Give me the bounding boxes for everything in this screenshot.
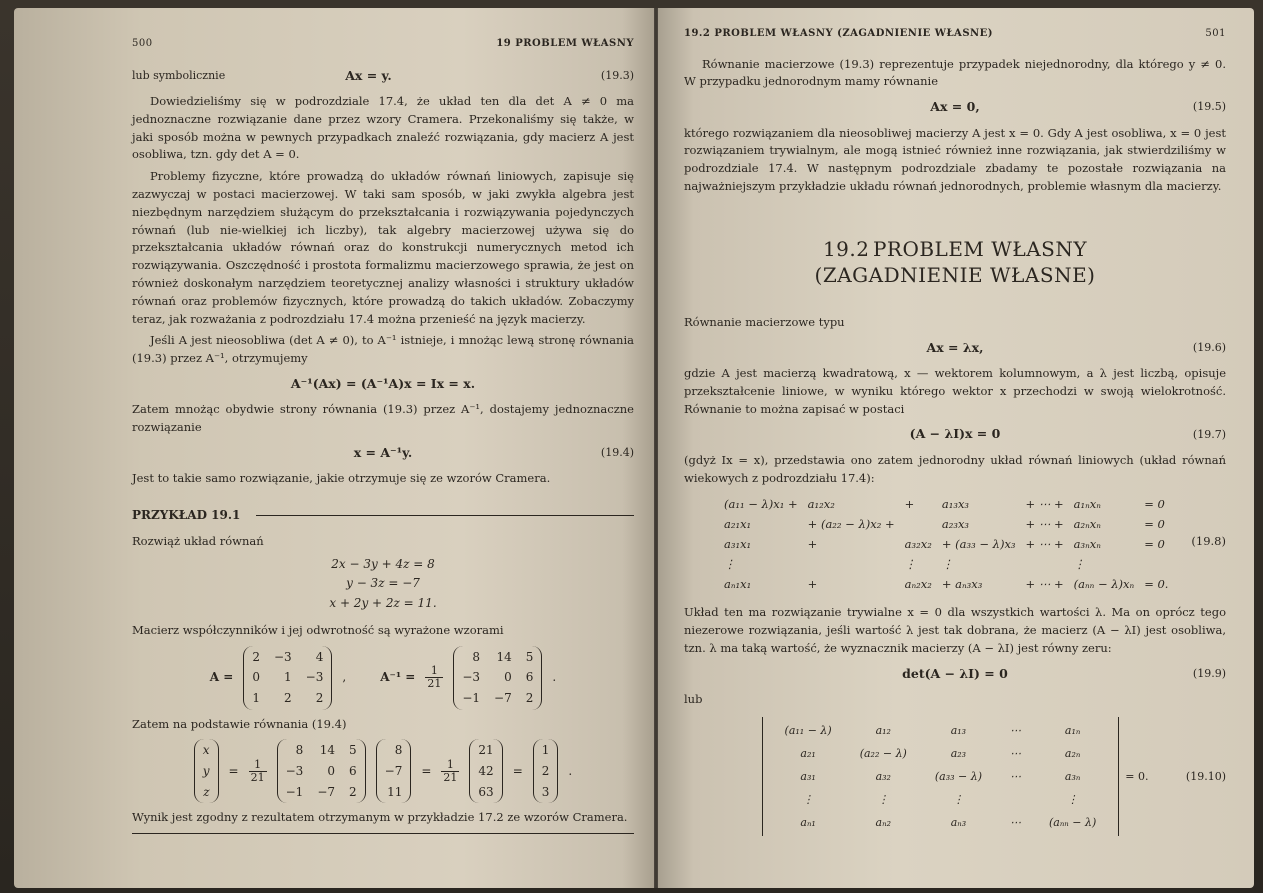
equation-19-4 [132, 443, 634, 462]
equation-19-6 [684, 338, 1226, 357]
vector-result [533, 739, 559, 803]
vector-result-cell: 3 [541, 784, 550, 799]
matrix-a-cell: 0 [252, 670, 260, 685]
vector-x-cell: x [202, 743, 210, 758]
matrix-ainv-cell: 6 [349, 764, 357, 779]
matrix-ainv-cell: 5 [525, 649, 534, 664]
equation-19-6-number: (19.6) [1192, 340, 1226, 354]
example-conclusion: Wynik jest zgodny z rezultatem otrzymanym w przykładzie 17.2 ze wzorów Cramera. [132, 810, 628, 825]
matrix-a-cell: −3 [273, 649, 292, 664]
system-19-8-row [724, 495, 1178, 515]
system-19-8-cell: a₂₁x₁ [724, 517, 752, 532]
vector-product [469, 739, 502, 803]
matrix-ainv-cell: −7 [317, 784, 336, 799]
matrix-ainv-cell: −1 [285, 784, 304, 799]
determinant-cell: aₙ₂ [875, 816, 891, 830]
equation-19-4-number: (19.4) [600, 446, 634, 460]
matrix-ainv-cell: 5 [349, 743, 357, 758]
solution-fraction-2 [441, 759, 459, 784]
system-19-8-cell: aₙ₁x₁ [724, 576, 752, 591]
system-19-8-cell: aₙ₂x₂ [904, 576, 932, 591]
matrix-ainv-cell: 6 [525, 670, 534, 685]
system-19-8-cell: + (a₃₃ − λ)x₃ [941, 537, 1016, 551]
vector-result-cell: 1 [541, 743, 550, 758]
determinant-cell: a₁₂ [875, 724, 891, 738]
system-19-8-cell: = 0 [1144, 517, 1165, 532]
system-19-8-cell: (aₙₙ − λ)xₙ [1073, 576, 1135, 591]
system-19-8-cell: ⋮ [724, 556, 736, 571]
fraction-denominator: 21 [250, 770, 265, 784]
matrix-a-cell: 4 [315, 649, 324, 664]
system-19-8-cell: a₃₁x₁ [724, 537, 752, 551]
solution-fraction-1 [249, 759, 267, 784]
example-title: PRZYKŁAD 19.1 [132, 508, 241, 523]
equation-19-3-number: (19.3) [600, 68, 634, 82]
determinant-row [771, 765, 1111, 788]
determinant-cell: a₃₁ [800, 770, 816, 784]
fraction-numerator: 1 [254, 757, 262, 771]
matrix-ainv-cell: 8 [295, 743, 304, 758]
basis-text: Zatem na podstawie równania (19.4) [132, 716, 347, 731]
determinant-rhs: = 0. [1125, 770, 1149, 784]
system-19-8-cell: + ⋯ + [1025, 537, 1064, 551]
right-running-head: 19.2 PROBLEM WŁASNY (ZAGADNIENIE WŁASNE) [684, 28, 994, 39]
equation-19-5-body: Ax = 0, [930, 99, 980, 115]
equation-19-3 [132, 66, 634, 85]
matrices-intro: Macierz współczynników i jej odwrotność są wyrażone wzorami [132, 623, 504, 638]
equation-19-8-number: (19.8) [1191, 534, 1226, 549]
matrix-a-cell: 1 [284, 670, 292, 685]
right-paragraph-1: Równanie macierzowe (19.3) reprezentuje przypadek niejednorodny, dla którego y ≠ 0. W przypadku jednorodnym mamy równanie [684, 56, 1226, 89]
matrix-ainv-cell: 0 [327, 764, 336, 779]
system-19-8-cell: = 0. [1144, 576, 1169, 591]
vector-result-cell: 2 [541, 764, 550, 779]
equation-inverse-body: A⁻¹(Ax) = (A⁻¹A)x = Ix = x. [290, 376, 476, 392]
system-19-8-cell: = 0 [1144, 537, 1165, 551]
determinant-row [771, 811, 1111, 834]
system-19-8-row [724, 515, 1178, 535]
system-eq-3: x + 2y + 2z = 11. [329, 596, 437, 611]
determinant-cell: (aₙₙ − λ) [1049, 816, 1097, 830]
left-page-number: 500 [132, 38, 153, 49]
equation-19-8 [724, 495, 1226, 594]
equation-19-7-body: (A − λI)x = 0 [909, 426, 1001, 442]
equation-19-8-system [724, 495, 1178, 594]
left-page-header [132, 36, 634, 52]
determinant-cell: ⋮ [877, 793, 889, 807]
right-page [658, 8, 1254, 888]
determinant-cell: a₁ₙ [1064, 724, 1081, 738]
fraction-numerator: 1 [430, 664, 438, 678]
system-19-8-row [724, 575, 1178, 595]
system-19-8-cell: + (a₂₂ − λ)x₂ + [807, 517, 895, 532]
vector-product-cell: 42 [478, 764, 494, 779]
section-title-line-1: PROBLEM WŁASNY [872, 236, 1088, 261]
equation-19-7 [684, 424, 1226, 443]
determinant-cell: ⋮ [952, 793, 964, 807]
determinant-cell: ⋯ [1010, 747, 1021, 761]
determinant-cell [996, 788, 1035, 811]
determinant-cell: aₙ₃ [950, 816, 967, 830]
vector-product-cell: 21 [478, 743, 494, 758]
determinant-cell: ⋯ [1010, 816, 1021, 830]
right-paragraph-4: gdzie A jest macierzą kwadratową, x — wektorem kolumnowym, a λ jest liczbą, opisuje przekształcenie liniowe, w wyniku którego wektor x przechodzi w swoją wielokrotność. Równanie to można zapisać w postaci [684, 365, 1226, 416]
vector-x-cell: z [203, 784, 210, 799]
matrix-ainv-cell: 2 [525, 691, 534, 706]
solution-row: x y z = $\frac{1}{21}$ 8 14 5 −3 0 6 −1 −7 2 8 −7 11 = $\frac{1}{21}$ 21 42 63 = 1 2 3 . [132, 739, 634, 803]
determinant-cell: (a₁₁ − λ) [784, 724, 832, 738]
system-19-8-cell: a₂ₙxₙ [1073, 517, 1101, 532]
system-19-8-cell: = 0 [1144, 497, 1165, 512]
example-rule [256, 515, 634, 516]
paragraph-1: Dowiedzieliśmy się w podrozdziale 17.4, że układ ten dla det A ≠ 0 ma jednoznaczne rozwiązanie dane przez wzory Cramera. Przekonaliśmy się także, w jaki sposób można w pewnych przypadkach znaleźć rozwiązania, gdy macierz A jest osobliwa, tzn. gdy det A = 0. [132, 93, 634, 162]
system-19-8-cell: + aₙ₃x₃ [941, 576, 983, 591]
vector-x-cell: y [202, 764, 210, 779]
determinant-row [771, 788, 1111, 811]
paragraph-2: Problemy fizyczne, które prowadzą do układów równań liniowych, zapisuje się zazwyczaj w postaci macierzowej. W taki sam sposób, w jaki zwykła algebra jest niezbędnym narzędziem służącym do przekształcania i rozwiązywania pojedynczych równań (lub nie-wielkiej ich liczby), tak algebry macierzowej używa się do przekształcania układów równań oraz do konstrukcji numerycznych metod ich rozwiązywania. Oszczędność i prostota formalizmu macierzowego sprawia, że jest on również doskonałym narzędziem teoretycznej analizy własności i struktury układów równań oraz problemów fizycznych, które prowadzą do takich układów. Zobaczymy teraz, jak rozważania z podrozdziału 17.4 można przenieść na język macierzy. [132, 169, 634, 326]
example-heading [132, 506, 634, 525]
vector-y-cell: 8 [394, 743, 403, 758]
matrix-a-cell: 2 [315, 691, 324, 706]
left-running-head: 19 PROBLEM WŁASNY [496, 38, 634, 49]
matrix-ainv-cell: −3 [285, 764, 304, 779]
matrix-a-cell: −3 [305, 670, 324, 685]
intro-label: lub symbolicznie [132, 68, 226, 82]
matrices-row: A = 2 −3 4 0 1 −3 1 2 2 , A⁻¹ = $\frac{1}{21}$ 8 14 5 −3 0 6 −1 −7 2 . [132, 646, 634, 710]
paragraph-4: Zatem mnożąc obydwie strony równania (19.3) przez A⁻¹, dostajemy jednoznaczne rozwiązanie [132, 402, 634, 435]
determinant-cell: (a₃₃ − λ) [934, 770, 982, 784]
equation-19-4-body: x = A⁻¹y. [353, 445, 413, 461]
equation-19-5-number: (19.5) [1192, 100, 1226, 114]
matrix-ainv-fraction [425, 665, 443, 690]
determinant-cell: ⋮ [1067, 793, 1079, 807]
solution-matrix-ainv [277, 739, 366, 803]
equation-19-9-number: (19.9) [1192, 667, 1226, 681]
matrix-ainv [453, 646, 542, 710]
system-19-8-cell: + ⋯ + [1025, 576, 1064, 591]
system-19-8-row [724, 555, 1178, 575]
matrix-ainv-cell: 14 [496, 649, 512, 664]
matrix-ainv-cell: 14 [319, 743, 336, 758]
system-19-8-cell [1026, 555, 1074, 575]
example-end-rule [132, 833, 634, 834]
vector-y-cell: 11 [387, 784, 403, 799]
system-19-8-cell: ⋮ [941, 556, 954, 571]
determinant-cell: aₙ₁ [800, 816, 816, 830]
vector-y-cell: −7 [384, 764, 403, 779]
system-19-8-row [724, 535, 1178, 555]
right-page-header [684, 26, 1226, 42]
determinant-cell: ⋯ [1010, 724, 1021, 738]
equation-19-5 [684, 97, 1226, 116]
left-page [14, 8, 654, 888]
right-paragraph-2: którego rozwiązaniem dla nieosobliwej macierzy A jest x = 0. Gdy A jest osobliwa, x = 0 jest rozwiązaniem trywialnym, ale mogą istnieć również inne rozwiązania, jak stwierdziliśmy w podrozdziale 17.4. W następnym podrozdziale zbadamy te pozostałe rozwiązania na najważniejszym przykładzie układu równań jednorodnych, problemie własnym dla macierzy. [684, 125, 1226, 193]
determinant-row [771, 719, 1111, 742]
vector-x [194, 739, 219, 803]
paragraph-5: Jest to takie samo rozwiązanie, jakie otrzymuje się ze wzorów Cramera. [132, 471, 551, 486]
matrix-ainv-cell: 8 [472, 649, 481, 664]
matrix-a-cell: 2 [284, 691, 292, 706]
system-19-8-cell: a₂₃x₃ [941, 517, 970, 532]
system-19-8-cell: + ⋯ + [1025, 517, 1064, 532]
matrix-ainv-cell: −1 [462, 691, 481, 706]
example-task: Rozwiąż układ równań [132, 533, 264, 548]
right-paragraph-6: Układ ten ma rozwiązanie trywialne x = 0 dla wszystkich wartości λ. Ma on oprócz tego niezerowe rozwiązania, jeśli wartość λ jest tak dobrana, że macierz (A − λI) jest osobliwa, tzn. λ ma taką wartość, że wyznacznik macierzy (A − λI) jest równy zeru: [684, 605, 1226, 656]
determinant-cell: (a₂₂ − λ) [859, 747, 907, 761]
vector-product-cell: 63 [478, 784, 494, 799]
system-19-8-cell: a₁₂x₂ [807, 497, 835, 512]
determinant-cell: ⋮ [802, 793, 814, 807]
system-19-8-cell: + [807, 537, 818, 551]
equation-19-7-number: (19.7) [1192, 427, 1226, 441]
matrix-ainv-cell: 0 [504, 670, 512, 685]
right-page-number: 501 [1205, 28, 1226, 39]
system-19-8-cell: ⋮ [1073, 556, 1086, 571]
section-heading [684, 236, 1226, 288]
determinant-cell: a₃₂ [875, 770, 891, 784]
vector-y [376, 739, 412, 803]
equation-19-9-body: det(A − λI) = 0 [902, 665, 1008, 681]
system-19-8-cell [1144, 555, 1178, 575]
fraction-denominator: 21 [427, 677, 442, 691]
fraction-denominator: 21 [443, 770, 458, 784]
determinant-cell: a₃ₙ [1064, 770, 1081, 784]
determinant-cell: ⋯ [1010, 770, 1021, 784]
matrix-a [243, 646, 332, 710]
system-19-8-cell: a₃ₙxₙ [1073, 537, 1101, 551]
section-title-line-2: (ZAGADNIENIE WŁASNE) [814, 262, 1096, 287]
equation-19-10 [684, 717, 1226, 836]
matrix-a-cell: 1 [252, 691, 260, 706]
determinant-cell: a₂₃ [950, 747, 967, 761]
matrix-ainv-cell: 2 [349, 784, 357, 799]
system-19-8-cell: a₁₃x₃ [941, 497, 970, 512]
system-19-8-cell: + [807, 576, 818, 591]
system-19-8-cell [905, 515, 942, 535]
system-19-8-cell: a₃₂x₂ [904, 537, 932, 551]
example-system [283, 555, 483, 614]
system-19-8-cell [808, 555, 905, 575]
system-19-8-cell: + ⋯ + [1025, 497, 1064, 512]
equation-inverse [132, 374, 634, 393]
right-paragraph-3: Równanie macierzowe typu [684, 314, 845, 329]
determinant-cell: a₂₁ [800, 747, 816, 761]
matrix-a-label: A = [209, 670, 234, 685]
equation-19-9 [684, 664, 1226, 683]
lub-label: lub [684, 692, 703, 707]
system-19-8-cell: a₁ₙxₙ [1073, 497, 1101, 512]
determinant-cell: a₂ₙ [1064, 747, 1081, 761]
right-paragraph-5: (gdyż Ix = x), przedstawia ono zatem jednorodny układ równań liniowych (układ równań wiekowych z podrozdziału 17.4): [684, 452, 1226, 485]
paragraph-3: Jeśli A jest nieosobliwa (det A ≠ 0), to A⁻¹ istnieje, i mnożąc lewą stronę równania (19.3) przez A⁻¹, otrzymujemy [132, 333, 634, 366]
fraction-numerator: 1 [446, 757, 454, 771]
system-19-8-cell: (a₁₁ − λ)x₁ + [724, 497, 798, 512]
system-19-8-cell: ⋮ [904, 556, 917, 571]
determinant [762, 717, 1120, 836]
matrix-ainv-cell: −3 [462, 670, 481, 685]
equation-19-6-body: Ax = λx, [926, 339, 984, 355]
matrix-ainv-label: A⁻¹ = [380, 670, 416, 685]
equation-19-3-body: Ax = y. [345, 67, 392, 83]
system-eq-2: y − 3z = −7 [346, 576, 420, 591]
system-eq-1: 2x − 3y + 4z = 8 [331, 556, 435, 571]
matrix-a-cell: 2 [252, 649, 260, 664]
section-number: 19.2 [822, 236, 870, 261]
equation-19-10-number: (19.10) [1185, 770, 1226, 784]
determinant-row [771, 742, 1111, 765]
matrix-ainv-cell: −7 [494, 691, 512, 706]
system-19-8-cell: + [904, 497, 915, 512]
determinant-cell: a₁₃ [950, 724, 967, 738]
